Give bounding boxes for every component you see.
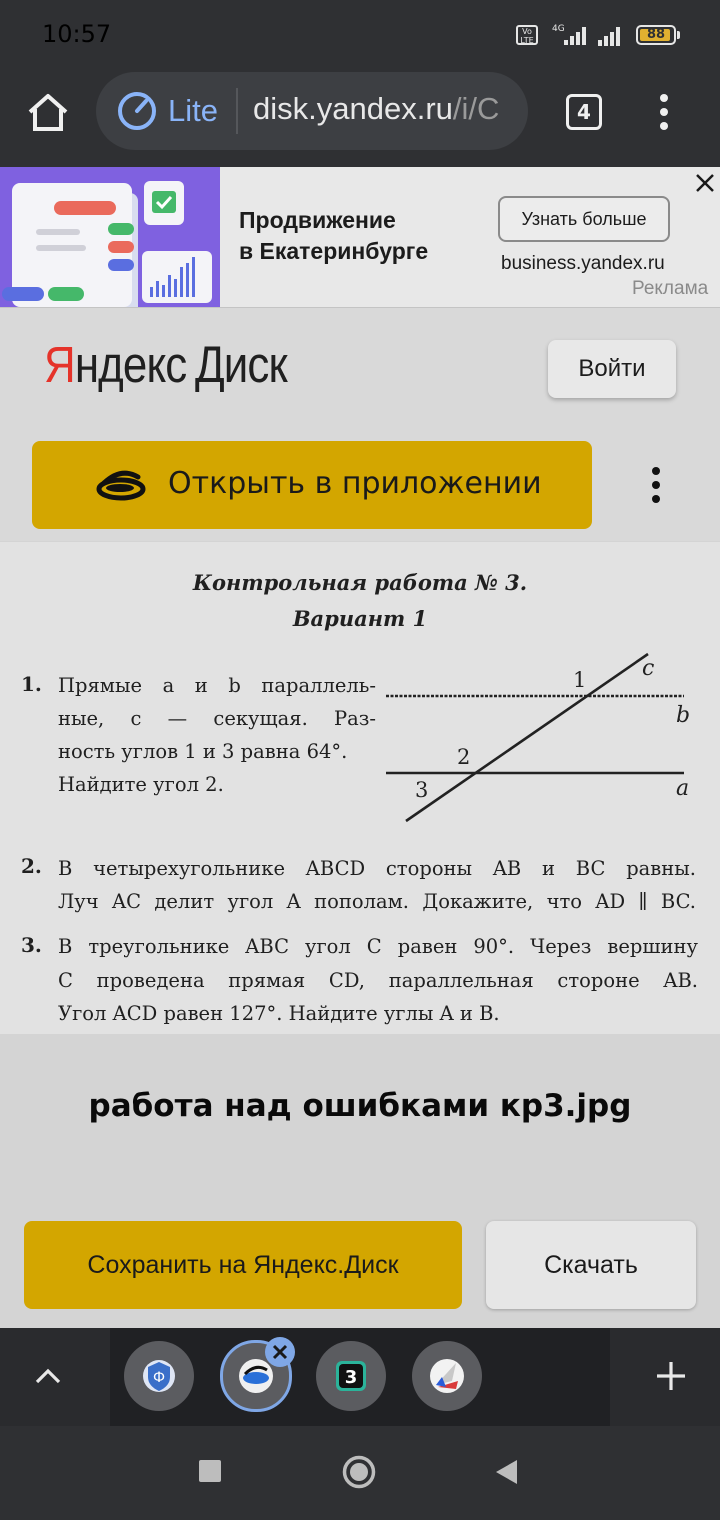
task-3-line: C проведена прямая CD, параллельная стороне AB. [58, 968, 698, 992]
home-circle-icon[interactable] [342, 1455, 376, 1489]
file-name: работа над ошибками кр3.jpg [88, 1088, 632, 1124]
ad-domain[interactable]: business.yandex.ru [501, 253, 665, 274]
task-2-line: В четырехугольнике ABCD стороны AB и BC равны. [58, 857, 696, 880]
shield-favicon-icon [124, 1341, 194, 1411]
open-in-app-label: Открыть в приложении [168, 466, 542, 501]
url-divider [236, 88, 238, 134]
angle-3-label: 3 [415, 778, 429, 802]
url-text[interactable] [253, 91, 499, 127]
more-vertical-icon[interactable] [650, 94, 678, 130]
tab3-badge: 3 [344, 1367, 358, 1388]
task-1-number: 1. [21, 672, 42, 696]
ad-learn-more-button[interactable]: Узнать больше [498, 196, 670, 242]
line-a-label: a [676, 776, 690, 801]
tab-thumbnail-3[interactable] [316, 1341, 386, 1411]
task-2-line: Луч AC делит угол A пополам. Докажите, что AD ∥ BC. [58, 890, 696, 913]
tab-thumbnail-1[interactable] [124, 1341, 194, 1411]
chevron-up-icon[interactable] [34, 1362, 62, 1390]
task-1-line: Найдите угол 2. [58, 773, 224, 796]
url-tail: /i/C [452, 91, 500, 126]
tab-count-button[interactable]: 4 [566, 94, 602, 130]
signal-icon-2 [596, 24, 628, 48]
battery-level: 88 [646, 27, 666, 42]
back-icon[interactable] [493, 1458, 519, 1486]
battery-tip [677, 31, 680, 39]
ad-image[interactable] [0, 167, 220, 307]
url-main: disk.yandex.ru [253, 91, 453, 126]
svg-text:Ф: Ф [152, 1370, 166, 1386]
line-c [406, 654, 648, 821]
task-3-text [58, 930, 698, 1031]
task-2-text [58, 852, 696, 918]
line-b-label: b [676, 703, 691, 728]
task-3-line: В треугольнике ABC угол C равен 90°. Через вершину [58, 935, 698, 958]
angle-1-label: 1 [573, 668, 587, 692]
status-time: 10:57 [42, 20, 112, 48]
lite-mode-label[interactable]: Lite [168, 93, 218, 128]
close-icon[interactable] [694, 172, 716, 194]
angle-2-label: 2 [457, 745, 471, 769]
task-1-line: ные, c — секущая. Раз- [58, 707, 376, 730]
home-icon[interactable] [26, 90, 70, 134]
logo-rest: ндекс [74, 336, 187, 393]
number-favicon-icon [316, 1341, 386, 1411]
network-type: 4G [552, 24, 565, 34]
plus-icon[interactable] [655, 1360, 687, 1392]
line-c-label: c [642, 656, 655, 681]
logo-first-letter: Я [44, 336, 75, 393]
volte-icon: Vo LTE [516, 25, 538, 45]
recents-icon[interactable] [199, 1460, 221, 1482]
login-button[interactable]: Войти [548, 340, 676, 398]
disk-app-icon [96, 467, 146, 503]
ad-title[interactable] [239, 205, 428, 267]
document-title: Контрольная работа № 3. [192, 570, 528, 595]
more-vertical-icon[interactable] [645, 466, 667, 504]
task-3-line: Угол ACD равен 127°. Найдите углы A и B. [58, 1002, 500, 1025]
document-variant: Вариант 1 [292, 606, 428, 631]
site-favicon-icon [412, 1341, 482, 1411]
signal-icon [550, 22, 592, 48]
download-button[interactable]: Скачать [486, 1221, 696, 1309]
yandex-disk-logo[interactable] [44, 335, 287, 394]
ad-title-line2: в Екатеринбурге [239, 238, 429, 264]
close-tab-icon[interactable] [265, 1337, 295, 1367]
task-1-line: ность углов 1 и 3 равна 64°. [58, 740, 348, 763]
parallel-lines-figure [380, 650, 700, 830]
task-3-number: 3. [21, 933, 42, 957]
tab-thumbnail-4[interactable] [412, 1341, 482, 1411]
ad-title-line1: Продвижение [239, 207, 396, 233]
logo-product: Диск [194, 336, 287, 393]
task-1-line: Прямые a и b параллель- [58, 674, 376, 697]
save-to-disk-button[interactable]: Сохранить на Яндекс.Диск [24, 1221, 462, 1309]
ad-label: Реклама [632, 278, 709, 299]
task-2-number: 2. [21, 854, 42, 878]
task-1-text [58, 669, 376, 801]
speedometer-icon[interactable] [116, 90, 158, 132]
battery-icon [636, 25, 676, 45]
